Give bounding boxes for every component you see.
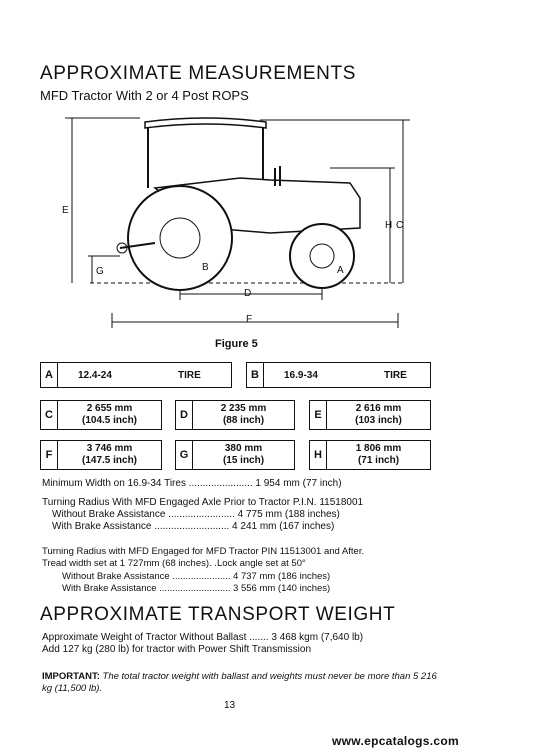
measure-box-f [40,440,162,470]
measure-inch: (103 inch) [355,415,402,426]
tire-label: TIRE [384,369,407,381]
important-label: IMPORTANT: [42,671,100,682]
fig-label-g: G [96,266,104,277]
measure-mm: 1 806 mm [355,443,402,454]
measure-mm: 2 235 mm [220,403,267,414]
measure-box-e [309,400,431,430]
measure-box-c [40,400,162,430]
measure-letter: D [176,401,193,429]
fig-label-c: C [396,220,404,231]
turning2-without: Without Brake Assistance ...................... 4 737 mm (186 inches) [62,571,331,582]
page-number: 13 [224,700,236,711]
measure-letter: F [41,441,58,469]
weight-line: Approximate Weight of Tractor Without Ballast ....... 3 468 kgm (7,640 lb) [42,632,364,643]
measure-mm: 380 mm [224,443,263,454]
fig-label-d: D [244,288,252,299]
fig-label-h: H [385,220,393,231]
measure-mm: 3 746 mm [86,443,133,454]
tire-size: 16.9-34 [284,369,318,381]
min-width-line: Minimum Width on 16.9-34 Tires ....................... 1 954 mm (77 inch) [42,478,342,489]
tire-box-a [40,362,232,388]
add-line: Add 127 kg (280 lb) for tractor with Power Shift Transmission [42,644,312,655]
measure-letter: E [310,401,327,429]
measure-inch: (15 inch) [222,455,265,466]
measure-box-h [309,440,431,470]
turning2-title: Turning Radius with MFD Engaged for MFD Tractor PIN 11513001 and After. [42,546,365,557]
tire-letter: A [41,363,58,387]
measure-mm: 2 655 mm [86,403,133,414]
measure-letter: G [176,441,193,469]
turning1-with: With Brake Assistance ........................... 4 241 mm (167 inches) [52,521,335,532]
fig-label-e: E [62,205,69,216]
turning2-tread: Tread width set at 1 727mm (68 inches). .Lock angle set at 50° [42,558,306,569]
transport-title: APPROXIMATE TRANSPORT WEIGHT [40,604,396,625]
measure-inch: (147.5 inch) [81,455,138,466]
fig-label-a: A [337,265,344,276]
measure-mm: 2 616 mm [355,403,402,414]
measure-box-d [175,400,295,430]
turning1-title: Turning Radius With MFD Engaged Axle Prior to Tractor P.I.N. 11518001 [42,497,364,508]
measure-letter: C [41,401,58,429]
tractor-diagram [60,108,420,333]
tire-label: TIRE [178,369,201,381]
tire-letter: B [247,363,264,387]
page-subtitle: MFD Tractor With 2 or 4 Post ROPS [40,88,249,103]
measure-inch: (88 inch) [222,415,265,426]
turning2-with: With Brake Assistance ........................... 3 556 mm (140 inches) [62,583,331,594]
tire-box-b [246,362,431,388]
tire-size: 12.4-24 [78,369,112,381]
measure-inch: (104.5 inch) [81,415,138,426]
fig-label-f: F [246,314,253,325]
measure-box-g [175,440,295,470]
turning1-without: Without Brake Assistance ........................ 4 775 mm (188 inches) [52,509,340,520]
important-note [42,671,442,695]
fig-label-b: B [202,262,209,273]
watermark: www.epcatalogs.com [332,734,459,748]
measure-inch: (71 inch) [357,455,400,466]
page-title: APPROXIMATE MEASUREMENTS [40,63,356,84]
important-text: The total tractor weight with ballast and weights must never be more than 5 216 kg (11,500 lb). [42,671,437,694]
measure-letter: H [310,441,327,469]
figure-caption: Figure 5 [215,338,258,350]
